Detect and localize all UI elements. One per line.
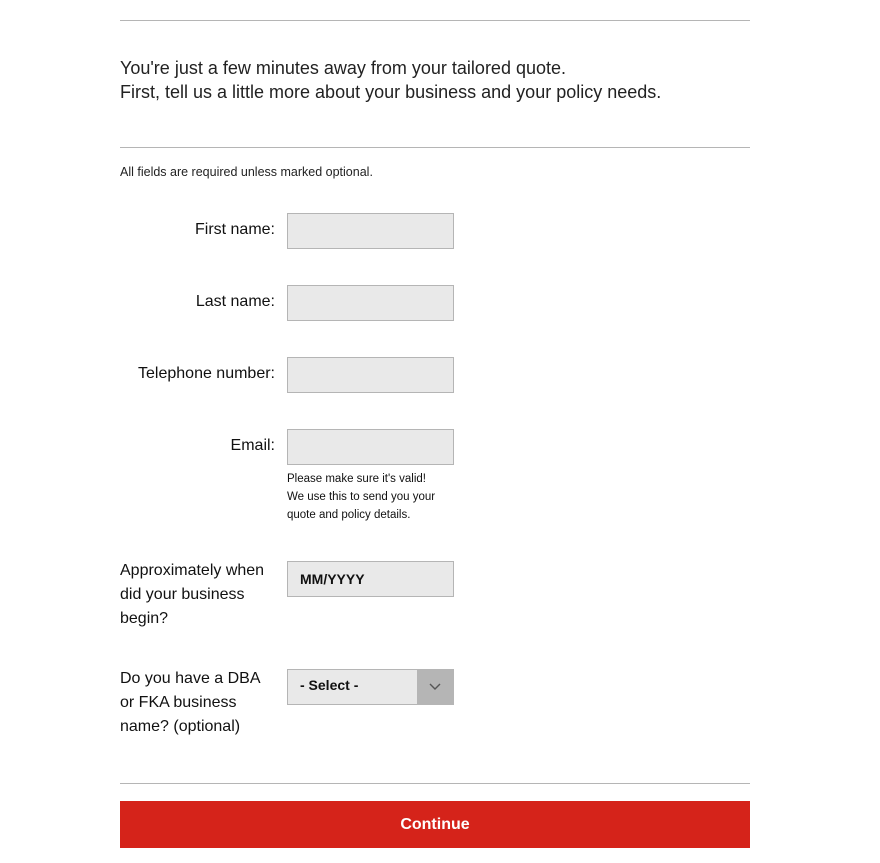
business-start-date-input[interactable] xyxy=(287,561,454,597)
top-divider xyxy=(120,20,750,21)
first-name-label: First name: xyxy=(194,221,275,238)
email-input[interactable] xyxy=(287,429,454,465)
telephone-label: Telephone number: xyxy=(138,365,275,382)
last-name-input[interactable] xyxy=(287,285,454,321)
intro-line-1: You're just a few minutes away from your tailored quote. xyxy=(120,58,567,78)
intro-divider xyxy=(120,147,750,148)
continue-button[interactable]: Continue xyxy=(120,801,750,848)
business-start-label-line-2: did your business xyxy=(120,586,245,603)
email-hint xyxy=(287,470,462,524)
bottom-divider xyxy=(120,783,750,784)
email-hint-line-3: quote and policy details. xyxy=(287,509,411,521)
email-label: Email: xyxy=(230,437,275,454)
dba-label-line-3: name? (optional) xyxy=(120,718,241,735)
dba-label xyxy=(120,667,280,739)
last-name-label: Last name: xyxy=(195,293,275,310)
dba-select[interactable] xyxy=(287,669,454,705)
dba-label-line-1: Do you have a DBA xyxy=(120,670,261,687)
business-start-label-line-3: begin? xyxy=(120,610,169,627)
business-start-label-line-1: Approximately when xyxy=(120,562,265,579)
email-hint-line-2: We use this to send you your xyxy=(287,491,436,503)
first-name-input[interactable] xyxy=(287,213,454,249)
required-fields-note: All fields are required unless marked optional. xyxy=(120,165,373,179)
intro-line-2: First, tell us a little more about your business and your policy needs. xyxy=(120,82,662,102)
dba-label-line-2: or FKA business xyxy=(120,694,237,711)
business-start-label xyxy=(120,559,280,631)
intro-text xyxy=(120,56,760,104)
telephone-input[interactable] xyxy=(287,357,454,393)
email-hint-line-1: Please make sure it's valid! xyxy=(287,473,426,485)
dba-select-value: - Select - xyxy=(300,677,359,693)
chevron-down-icon[interactable] xyxy=(417,670,453,704)
